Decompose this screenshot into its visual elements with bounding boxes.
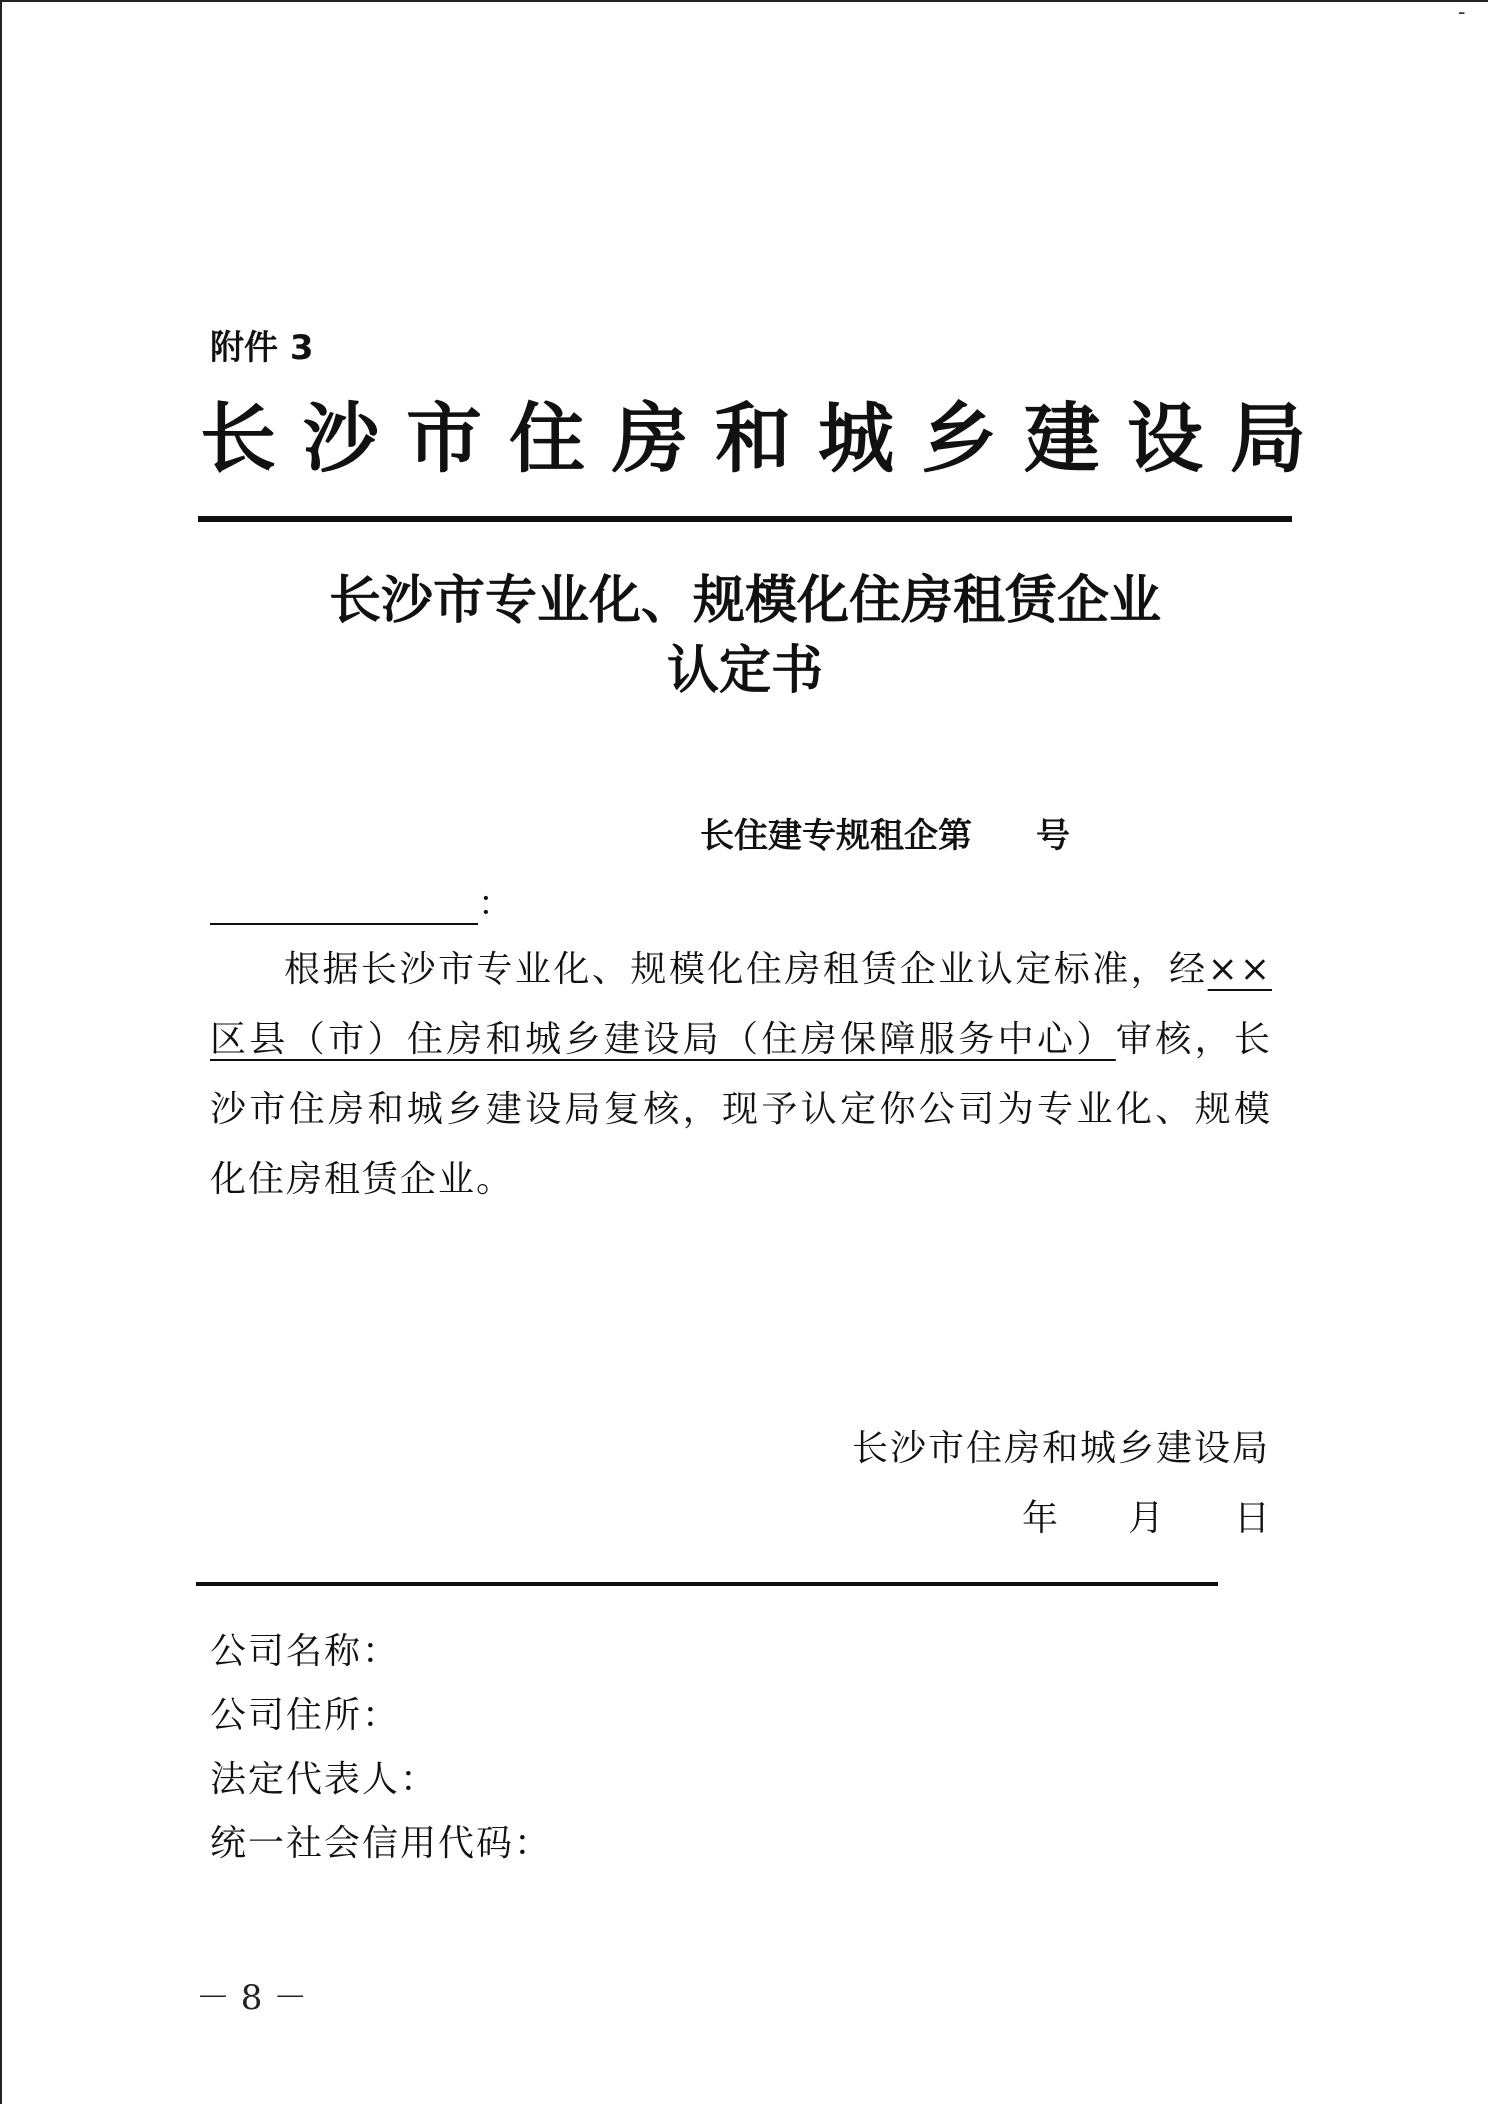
document-title [198, 566, 1292, 706]
document-number [700, 808, 1270, 857]
company-info-list [210, 1620, 552, 1876]
credit-code-field: 统一社会信用代码： [210, 1823, 553, 1864]
body-paragraph [210, 935, 1272, 1215]
document-title-line1: 长沙市专业化、规模化住房租赁企业 [328, 571, 1161, 631]
document-number-prefix: 长住建专规租企第 [700, 816, 972, 856]
document-title-line2: 认定书 [666, 641, 823, 701]
issuer-header: 长沙市住房和城乡建设局 [200, 394, 1333, 483]
footer-divider [196, 1582, 1218, 1586]
body-underlined-authority: ××区县（市）住房和城乡建设局（住房保障服务中心） [210, 949, 1272, 1060]
corner-mark: - [1458, 0, 1466, 25]
page-number: － 8 － [196, 1978, 308, 2018]
page-top-edge [0, 0, 1488, 2]
company-address-field: 公司住所： [210, 1695, 401, 1736]
signature-organization: 长沙市住房和城乡建设局 [851, 1428, 1270, 1469]
body-part2: 审核，长沙市住房和城乡建设局复核，现予认定你公司为专业化、规模化住房租赁企业。 [210, 1019, 1272, 1200]
header-divider [198, 516, 1292, 522]
recipient-line [210, 876, 512, 925]
attachment-label: 附件 3 [210, 328, 314, 368]
date-day: 日 [1233, 1498, 1270, 1539]
document-number-suffix: 号 [1036, 816, 1070, 856]
company-name-field: 公司名称： [210, 1631, 401, 1672]
date-year: 年 [1021, 1498, 1058, 1539]
date-month: 月 [1127, 1498, 1164, 1539]
page-left-edge [0, 0, 2, 2104]
recipient-blank [210, 887, 478, 925]
body-part1: 根据长沙市专业化、规模化住房租赁企业认定标准，经 [284, 949, 1208, 990]
legal-representative-field: 法定代表人： [210, 1759, 439, 1800]
recipient-colon: ： [478, 884, 512, 924]
signature-date [940, 1490, 1270, 1541]
